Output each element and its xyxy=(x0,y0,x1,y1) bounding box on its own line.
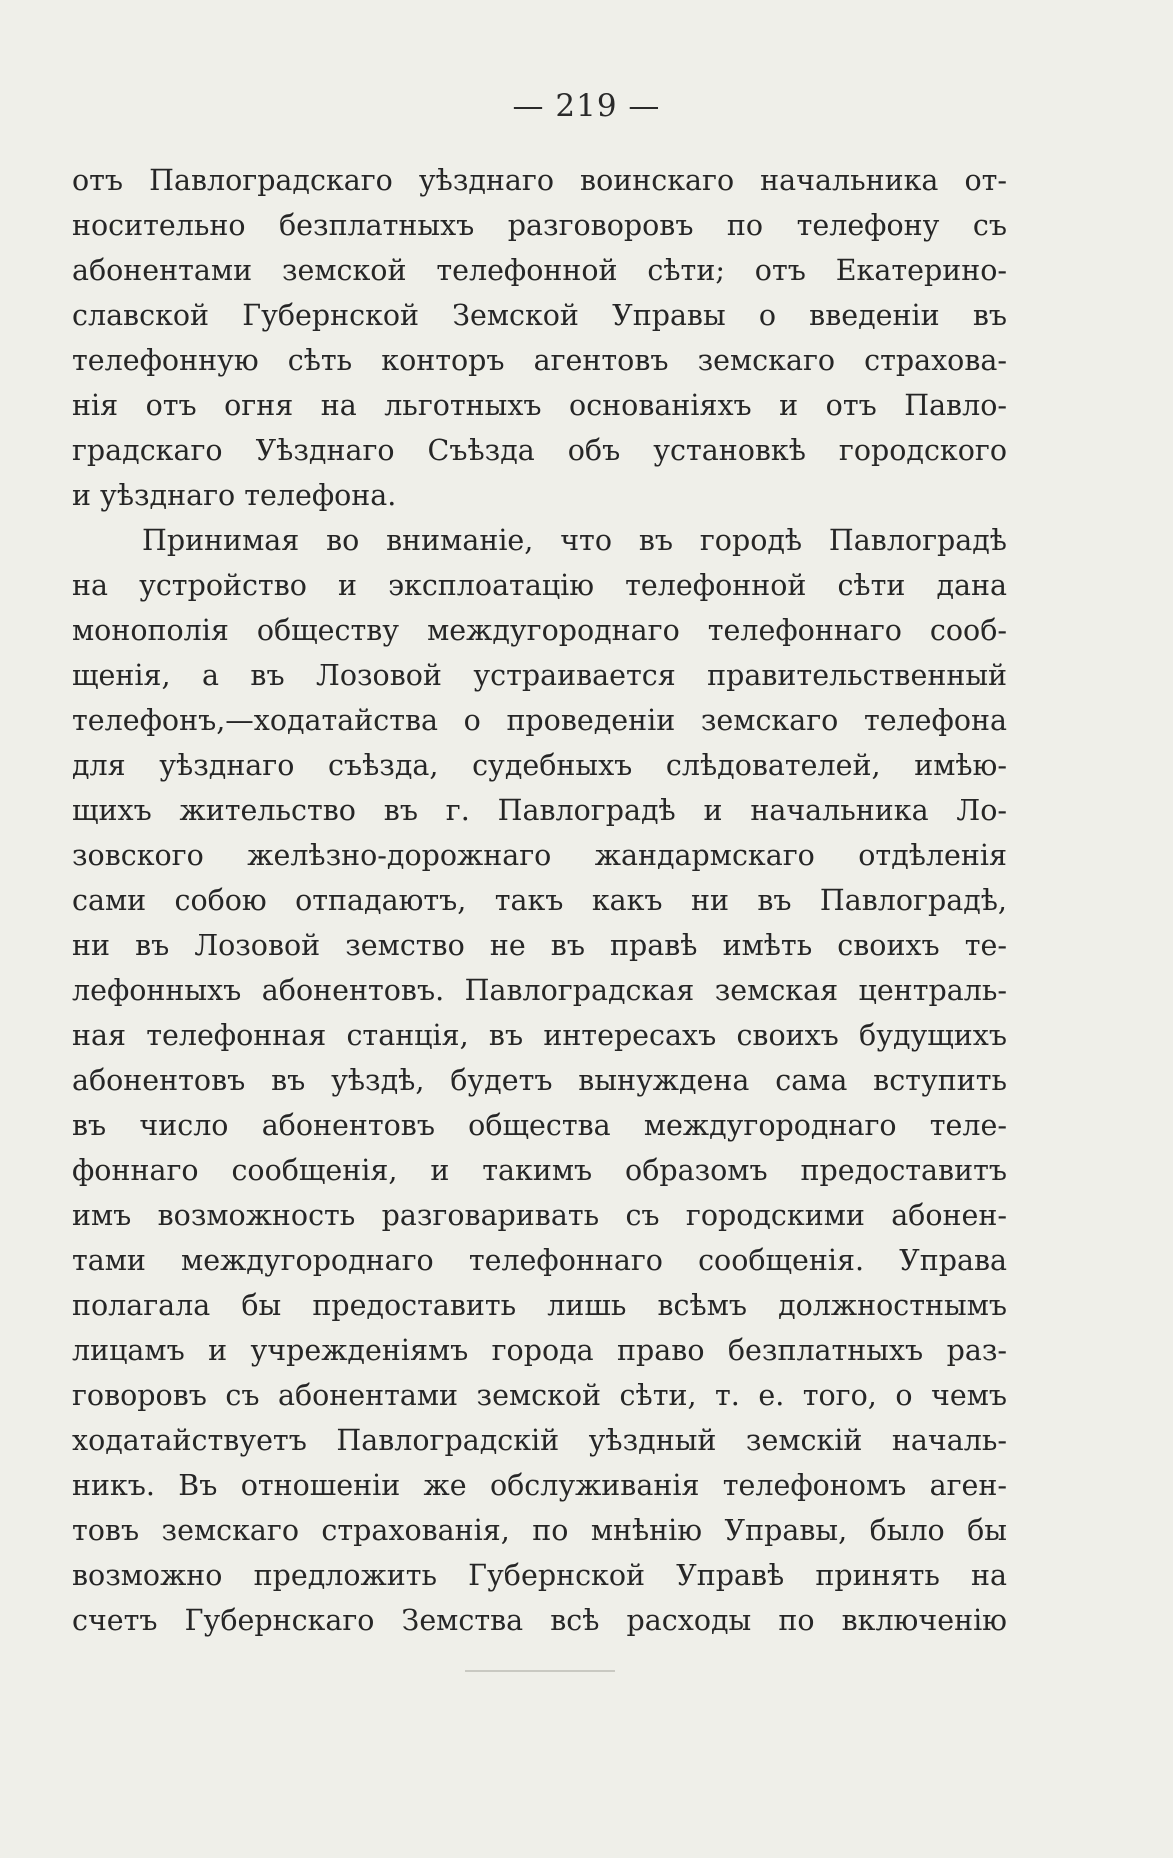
text-line: товъ земскаго страхованiя, по мнѣнiю Управы, было бы xyxy=(72,1514,1007,1547)
text-line: абонентами земской телефонной сѣти; отъ Екатерино- xyxy=(72,254,1007,287)
text-line: нiя отъ огня на льготныхъ основанiяхъ и отъ Павло- xyxy=(72,389,1007,422)
text-line: Принимая во вниманiе, что въ городѣ Павлоградѣ xyxy=(142,524,1007,557)
text-line: ходатайствуетъ Павлоградскiй уѣздный земскiй началь- xyxy=(72,1424,1007,1457)
text-line: щенiя, а въ Лозовой устраивается правительственный xyxy=(72,659,1007,692)
text-line: возможно предложить Губернской Управѣ принять на xyxy=(72,1559,1007,1592)
paragraph xyxy=(72,158,1007,518)
text-line: градскаго Уѣзднаго Съѣзда объ установкѣ городского xyxy=(72,434,1007,467)
page-number: — 219 — xyxy=(512,88,661,124)
bottom-rule xyxy=(465,1670,615,1672)
text-line: счетъ Губернскаго Земства всѣ расходы по включенiю xyxy=(72,1604,1007,1637)
text-line: телефонную сѣть конторъ агентовъ земскаго страхова- xyxy=(72,344,1007,377)
text-line: лефонныхъ абонентовъ. Павлоградская земская централь- xyxy=(72,974,1007,1007)
text-line: никъ. Въ отношенiи же обслуживанiя телефономъ аген- xyxy=(72,1469,1007,1502)
text-line: отъ Павлоградскаго уѣзднаго воинскаго начальника от- xyxy=(72,164,1007,197)
text-line: и уѣзднаго телефона. xyxy=(72,479,397,512)
text-line: ная телефонная станцiя, въ интересахъ своихъ будущихъ xyxy=(72,1019,1007,1052)
text-line: на устройство и эксплоатацiю телефонной сѣти дана xyxy=(72,569,1007,602)
text-line: сами собою отпадаютъ, такъ какъ ни въ Павлоградѣ, xyxy=(72,884,1007,917)
text-line: тами междугороднаго телефоннаго сообщенiя. Управа xyxy=(72,1244,1007,1277)
text-line: лицамъ и учрежденiямъ города право безплатныхъ раз- xyxy=(72,1334,1007,1367)
text-line: въ число абонентовъ общества междугороднаго теле- xyxy=(72,1109,1007,1142)
text-line: носительно безплатныхъ разговоровъ по телефону съ xyxy=(72,209,1007,242)
text-line: телефонъ,—ходатайства о проведенiи земскаго телефона xyxy=(72,704,1007,737)
text-line: ни въ Лозовой земство не въ правѣ имѣть своихъ те- xyxy=(72,929,1007,962)
text-line: фоннаго сообщенiя, и такимъ образомъ предоставитъ xyxy=(72,1154,1007,1187)
text-line: имъ возможность разговаривать съ городскими абонен- xyxy=(72,1199,1007,1232)
body-text xyxy=(72,158,1007,1643)
paragraph xyxy=(72,518,1007,1643)
text-line: для уѣзднаго съѣзда, судебныхъ слѣдователей, имѣю- xyxy=(72,749,1007,782)
text-line: говоровъ съ абонентами земской сѣти, т. е. того, о чемъ xyxy=(72,1379,1007,1412)
text-line: абонентовъ въ уѣздѣ, будетъ вынуждена сама вступить xyxy=(72,1064,1007,1097)
text-line: полагала бы предоставить лишь всѣмъ должностнымъ xyxy=(72,1289,1007,1322)
text-line: щихъ жительство въ г. Павлоградѣ и начальника Ло- xyxy=(72,794,1007,827)
text-line: зовского желѣзно-дорожнаго жандармскаго отдѣленiя xyxy=(72,839,1007,872)
text-line: монополiя обществу междугороднаго телефоннаго сооб- xyxy=(72,614,1007,647)
text-line: славской Губернской Земской Управы о введенiи въ xyxy=(72,299,1007,332)
